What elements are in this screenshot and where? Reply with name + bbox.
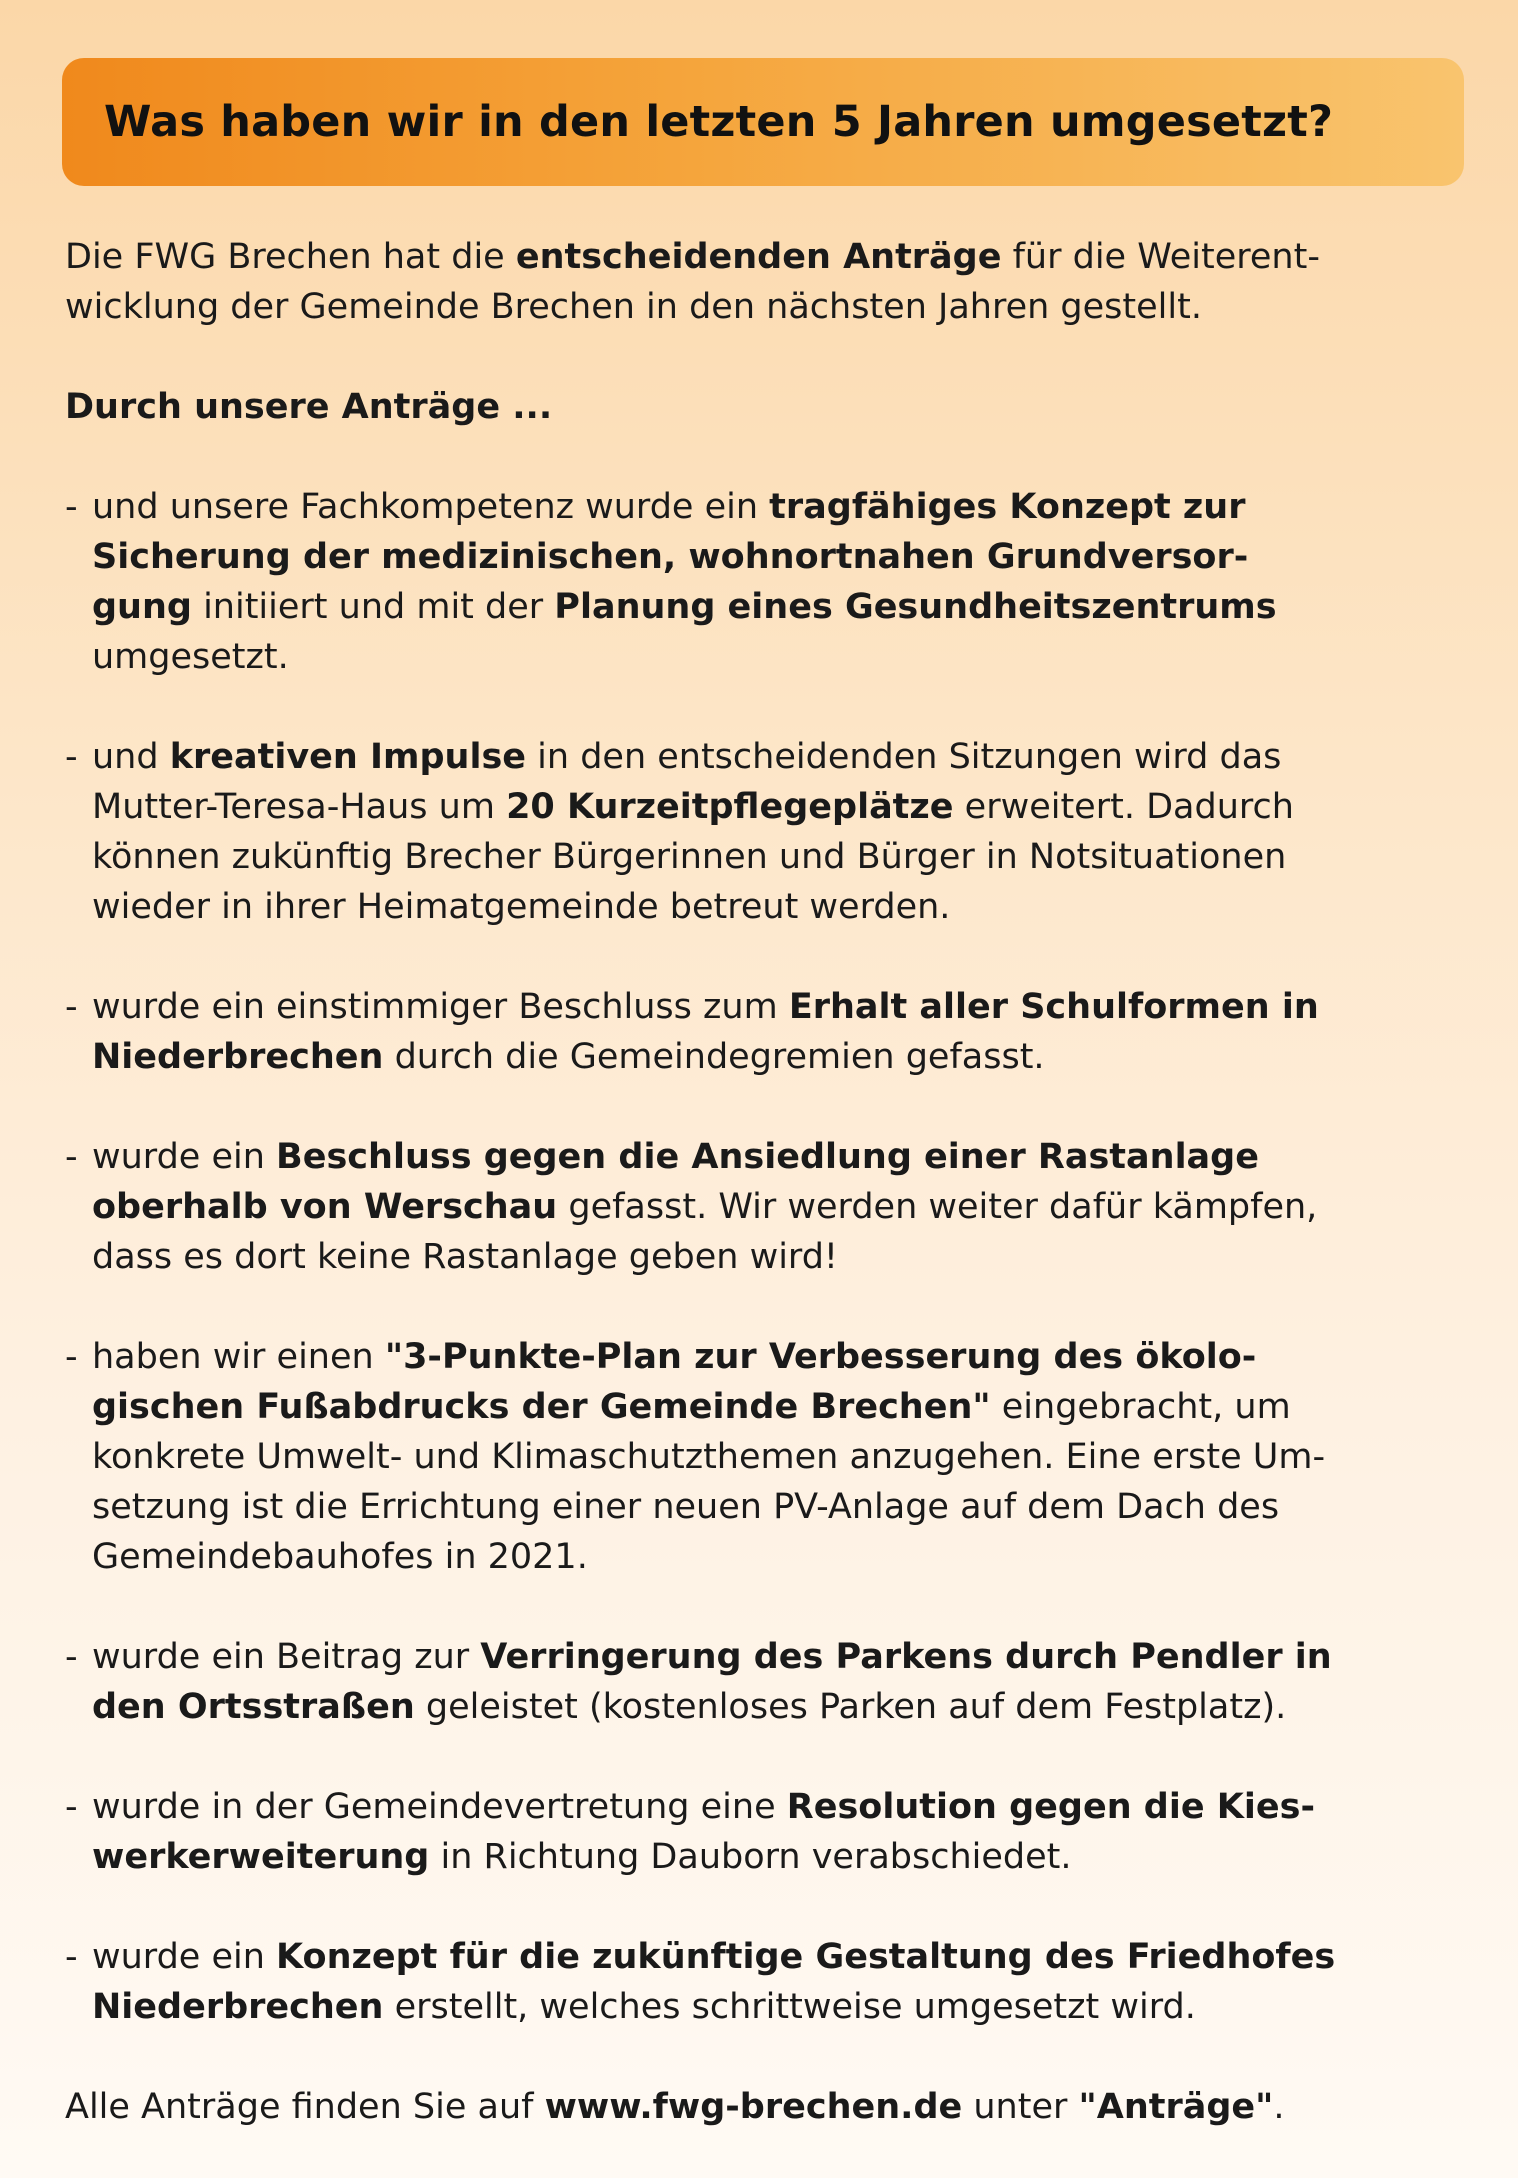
- text-line: [92, 1832, 1465, 1882]
- dash-bullet: -: [65, 487, 78, 527]
- list-item: [65, 732, 1465, 932]
- page-title: Was haben wir in den letzten 5 Jahren umgesetzt?: [104, 97, 1334, 147]
- list-item: [65, 1932, 1465, 2032]
- text-run: initiiert und mit der: [191, 587, 555, 627]
- dash-bullet: -: [65, 1937, 78, 1977]
- dash-bullet: -: [65, 737, 78, 777]
- text-line: [92, 1382, 1465, 1432]
- text-run: können zukünftig Brecher Bürgerinnen und Bürger in Notsituationen: [92, 837, 1287, 877]
- text-run: setzung ist die Errichtung einer neuen PV-Anlage auf dem Dach des: [92, 1487, 1280, 1527]
- bold-text: Erhalt aller Schulformen in: [788, 987, 1319, 1027]
- text-run: .: [1273, 2087, 1285, 2127]
- text-run: erstellt, welches schrittweise umgesetzt wird.: [383, 1987, 1196, 2027]
- achievement-list: [65, 482, 1465, 2032]
- text-run: durch die Gemeindegremien gefasst.: [383, 1037, 1045, 1077]
- bold-text: gung: [92, 587, 192, 627]
- text-run: erweitert. Dadurch: [953, 787, 1294, 827]
- text-line: [92, 532, 1465, 582]
- text-line: [92, 782, 1465, 832]
- text-run: haben wir einen: [92, 1337, 385, 1377]
- bold-text: Beschluss gegen die Ansiedlung einer Rastanlage: [276, 1137, 1259, 1177]
- text-run: konkrete Umwelt- und Klimaschutzthemen anzugehen. Eine erste Um-: [92, 1437, 1326, 1477]
- dash-bullet: -: [65, 987, 78, 1027]
- dash-bullet: -: [65, 1137, 78, 1177]
- dash-bullet: -: [65, 1337, 78, 1377]
- text-run: Gemeindebauhofes in 2021.: [92, 1537, 588, 1577]
- text-run: wurde in der Gemeindevertretung eine: [92, 1787, 787, 1827]
- list-item: [65, 482, 1465, 682]
- text-line: [92, 1482, 1465, 1532]
- text-run: wurde ein Beitrag zur: [92, 1637, 481, 1677]
- text-line: [92, 1782, 1465, 1832]
- text-line: [92, 1182, 1465, 1232]
- text-line: [92, 1982, 1465, 2032]
- text-run: dass es dort keine Rastanlage geben wird!: [92, 1237, 838, 1277]
- text-run: wieder in ihrer Heimatgemeinde betreut werden.: [92, 887, 951, 927]
- text-run: Alle Anträge finden Sie auf: [65, 2087, 545, 2127]
- list-item: [65, 1332, 1465, 1582]
- bold-text: Verringerung des Parkens durch Pendler in: [480, 1637, 1332, 1677]
- text-line: [92, 1932, 1465, 1982]
- text-run: in den entscheidenden Sitzungen wird das: [526, 737, 1282, 777]
- bold-text: gischen Fußabdrucks der Gemeinde Brechen": [92, 1387, 991, 1427]
- bold-text: "3-Punkte-Plan zur Verbesserung des ökolo-: [384, 1337, 1257, 1377]
- text-line: [92, 582, 1465, 632]
- list-item: [65, 1132, 1465, 1282]
- bold-text: Sicherung der medizinischen, wohnortnahen Grundversor-: [92, 537, 1249, 577]
- text-run: und unsere Fachkompetenz wurde ein: [92, 487, 770, 527]
- bold-text: tragfähiges Konzept zur: [769, 487, 1246, 527]
- text-line: [92, 882, 1465, 932]
- bold-text: oberhalb von Werschau: [92, 1187, 558, 1227]
- text-run: geleistet (kostenloses Parken auf dem Festplatz).: [414, 1687, 1287, 1727]
- text-line: [92, 1232, 1465, 1282]
- text-line: [92, 732, 1465, 782]
- text-line: [92, 1332, 1465, 1382]
- bold-text: "Anträge": [1078, 2087, 1274, 2127]
- text-run: gefasst. Wir werden weiter dafür kämpfen,: [557, 1187, 1318, 1227]
- text-line: [92, 832, 1465, 882]
- text-run: in Richtung Dauborn verabschiedet.: [429, 1837, 1072, 1877]
- dash-bullet: -: [65, 1787, 78, 1827]
- list-item: [65, 982, 1465, 1082]
- text-run: wurde ein: [92, 1937, 277, 1977]
- bold-text: werkerweiterung: [92, 1837, 430, 1877]
- header-banner: [62, 58, 1464, 186]
- text-run: eingebracht, um: [990, 1387, 1291, 1427]
- text-line: [92, 1432, 1465, 1482]
- bold-text: den Ortsstraßen: [92, 1687, 415, 1727]
- text-line: [65, 232, 1465, 282]
- text-run: wicklung der Gemeinde Brechen in den nächsten Jahren gestellt.: [65, 287, 1202, 327]
- text-run: umgesetzt.: [92, 637, 289, 677]
- bold-text: Niederbrechen: [92, 1037, 384, 1077]
- bold-text: Konzept für die zukünftige Gestaltung des Friedhofes: [276, 1937, 1336, 1977]
- text-run: für die Weiterent-: [1001, 237, 1320, 277]
- text-line: [92, 1132, 1465, 1182]
- text-line: [92, 1532, 1465, 1582]
- text-run: wurde ein einstimmiger Beschluss zum: [92, 987, 789, 1027]
- text-line: [92, 1682, 1465, 1732]
- text-line: [92, 1032, 1465, 1082]
- text-line: [92, 1632, 1465, 1682]
- bold-text: www.fwg-brechen.de: [544, 2087, 963, 2127]
- footer-note: [65, 2082, 1465, 2132]
- bold-text: Niederbrechen: [92, 1987, 384, 2027]
- text-run: unter: [962, 2087, 1079, 2127]
- bold-text: 20 Kurzeitpflegeplätze: [506, 787, 954, 827]
- text-run: und: [92, 737, 170, 777]
- main-content: [65, 232, 1465, 2132]
- bold-text: kreativen Impulse: [169, 737, 527, 777]
- bold-text: Resolution gegen die Kies-: [786, 1787, 1315, 1827]
- text-run: Mutter-Teresa-Haus um: [92, 787, 507, 827]
- text-run: Die FWG Brechen hat die: [65, 237, 516, 277]
- bold-text: entscheidenden Anträge: [515, 237, 1002, 277]
- bold-text: Planung eines Gesundheitszentrums: [554, 587, 1277, 627]
- text-line: [92, 982, 1465, 1032]
- list-item: [65, 1632, 1465, 1732]
- subheading: Durch unsere Anträge ...: [65, 387, 553, 427]
- text-run: wurde ein: [92, 1137, 277, 1177]
- dash-bullet: -: [65, 1637, 78, 1677]
- text-line: [92, 482, 1465, 532]
- intro-paragraph: [65, 232, 1465, 332]
- text-line: [92, 632, 1465, 682]
- text-line: [65, 282, 1465, 332]
- list-item: [65, 1782, 1465, 1882]
